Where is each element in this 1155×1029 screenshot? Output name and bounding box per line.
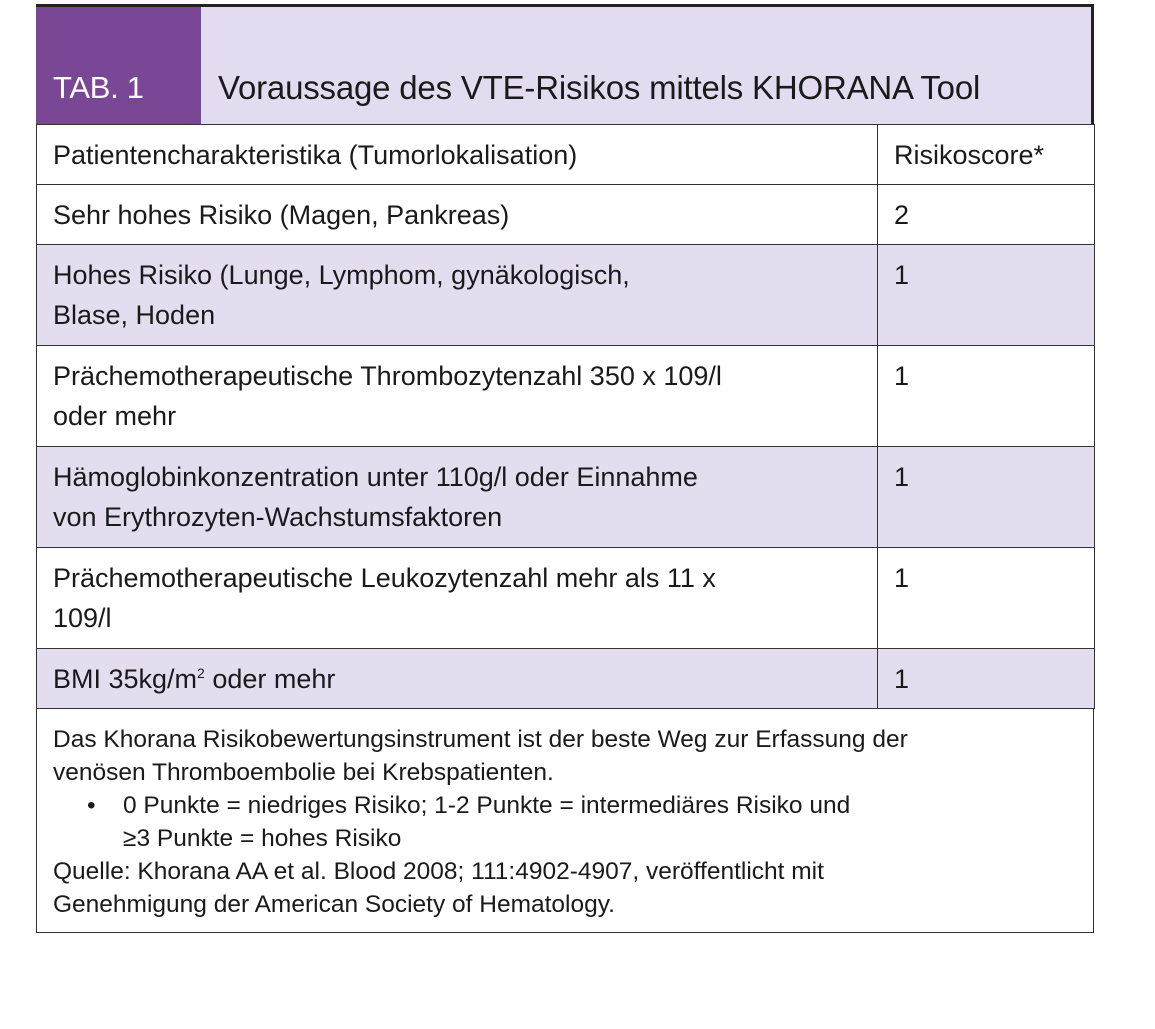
footnote-line: Das Khorana Risikobewertungsinstrument ist der beste Weg zur Erfassung der [53, 726, 908, 753]
row-score: 1 [878, 548, 1095, 649]
row-label-line: Hämoglobinkonzentration unter 110g/l oder Einnahme [53, 462, 698, 492]
risk-table [36, 124, 1095, 709]
superscript-2: 2 [197, 665, 205, 681]
row-label-line: Prächemotherapeutische Thrombozytenzahl 350 x 109/l [53, 361, 722, 391]
table-row [37, 185, 1095, 245]
bullet-icon: • [87, 792, 96, 819]
row-label [37, 649, 878, 709]
footnote-bullet-continuation [53, 822, 1077, 855]
row-score: 1 [878, 245, 1095, 346]
source-line: Genehmigung der American Society of Hematology. [53, 891, 615, 918]
bullet-text: 0 Punkte = niedriges Risiko; 1-2 Punkte = intermediäres Risiko und [123, 792, 851, 819]
footnote-line: venösen Thromboembolie bei Krebspatienten. [53, 759, 554, 786]
source-line: Quelle: Khorana AA et al. Blood 2008; 111:4902-4907, veröffentlicht mit [53, 858, 824, 885]
row-label-line: Hohes Risiko (Lunge, Lymphom, gynäkologisch, [53, 260, 630, 290]
bmi-suffix: oder mehr [204, 664, 336, 694]
footnote-bullet [53, 789, 1077, 822]
table-header-bar [36, 4, 1094, 124]
row-label [37, 447, 878, 548]
row-label: Sehr hohes Risiko (Magen, Pankreas) [37, 185, 878, 245]
table-row [37, 245, 1095, 346]
column-header-score: Risikoscore* [878, 125, 1095, 185]
row-score: 2 [878, 185, 1095, 245]
row-label [37, 346, 878, 447]
row-label-line: Prächemotherapeutische Leukozytenzahl mehr als 11 x [53, 563, 716, 593]
table-figure [36, 4, 1094, 933]
bullet-text: ≥3 Punkte = hohes Risiko [123, 825, 402, 852]
table-header-row [37, 125, 1095, 185]
row-label-line: von Erythrozyten-Wachstumsfaktoren [53, 502, 503, 532]
table-row [37, 447, 1095, 548]
row-score: 1 [878, 346, 1095, 447]
row-score: 1 [878, 447, 1095, 548]
row-score: 1 [878, 649, 1095, 709]
table-row [37, 548, 1095, 649]
row-label [37, 245, 878, 346]
table-footnote [36, 709, 1094, 933]
row-label-line: Blase, Hoden [53, 300, 216, 330]
row-label-line: 109/l [53, 603, 112, 633]
row-label [37, 548, 878, 649]
row-label-line: oder mehr [53, 401, 177, 431]
table-row [37, 649, 1095, 709]
column-header-characteristics: Patientencharakteristika (Tumorlokalisation) [37, 125, 878, 185]
bmi-prefix: BMI 35kg/m [53, 664, 198, 694]
table-row [37, 346, 1095, 447]
table-number-label: TAB. 1 [36, 7, 201, 124]
table-title: Voraussage des VTE-Risikos mittels KHORANA Tool [218, 69, 981, 106]
